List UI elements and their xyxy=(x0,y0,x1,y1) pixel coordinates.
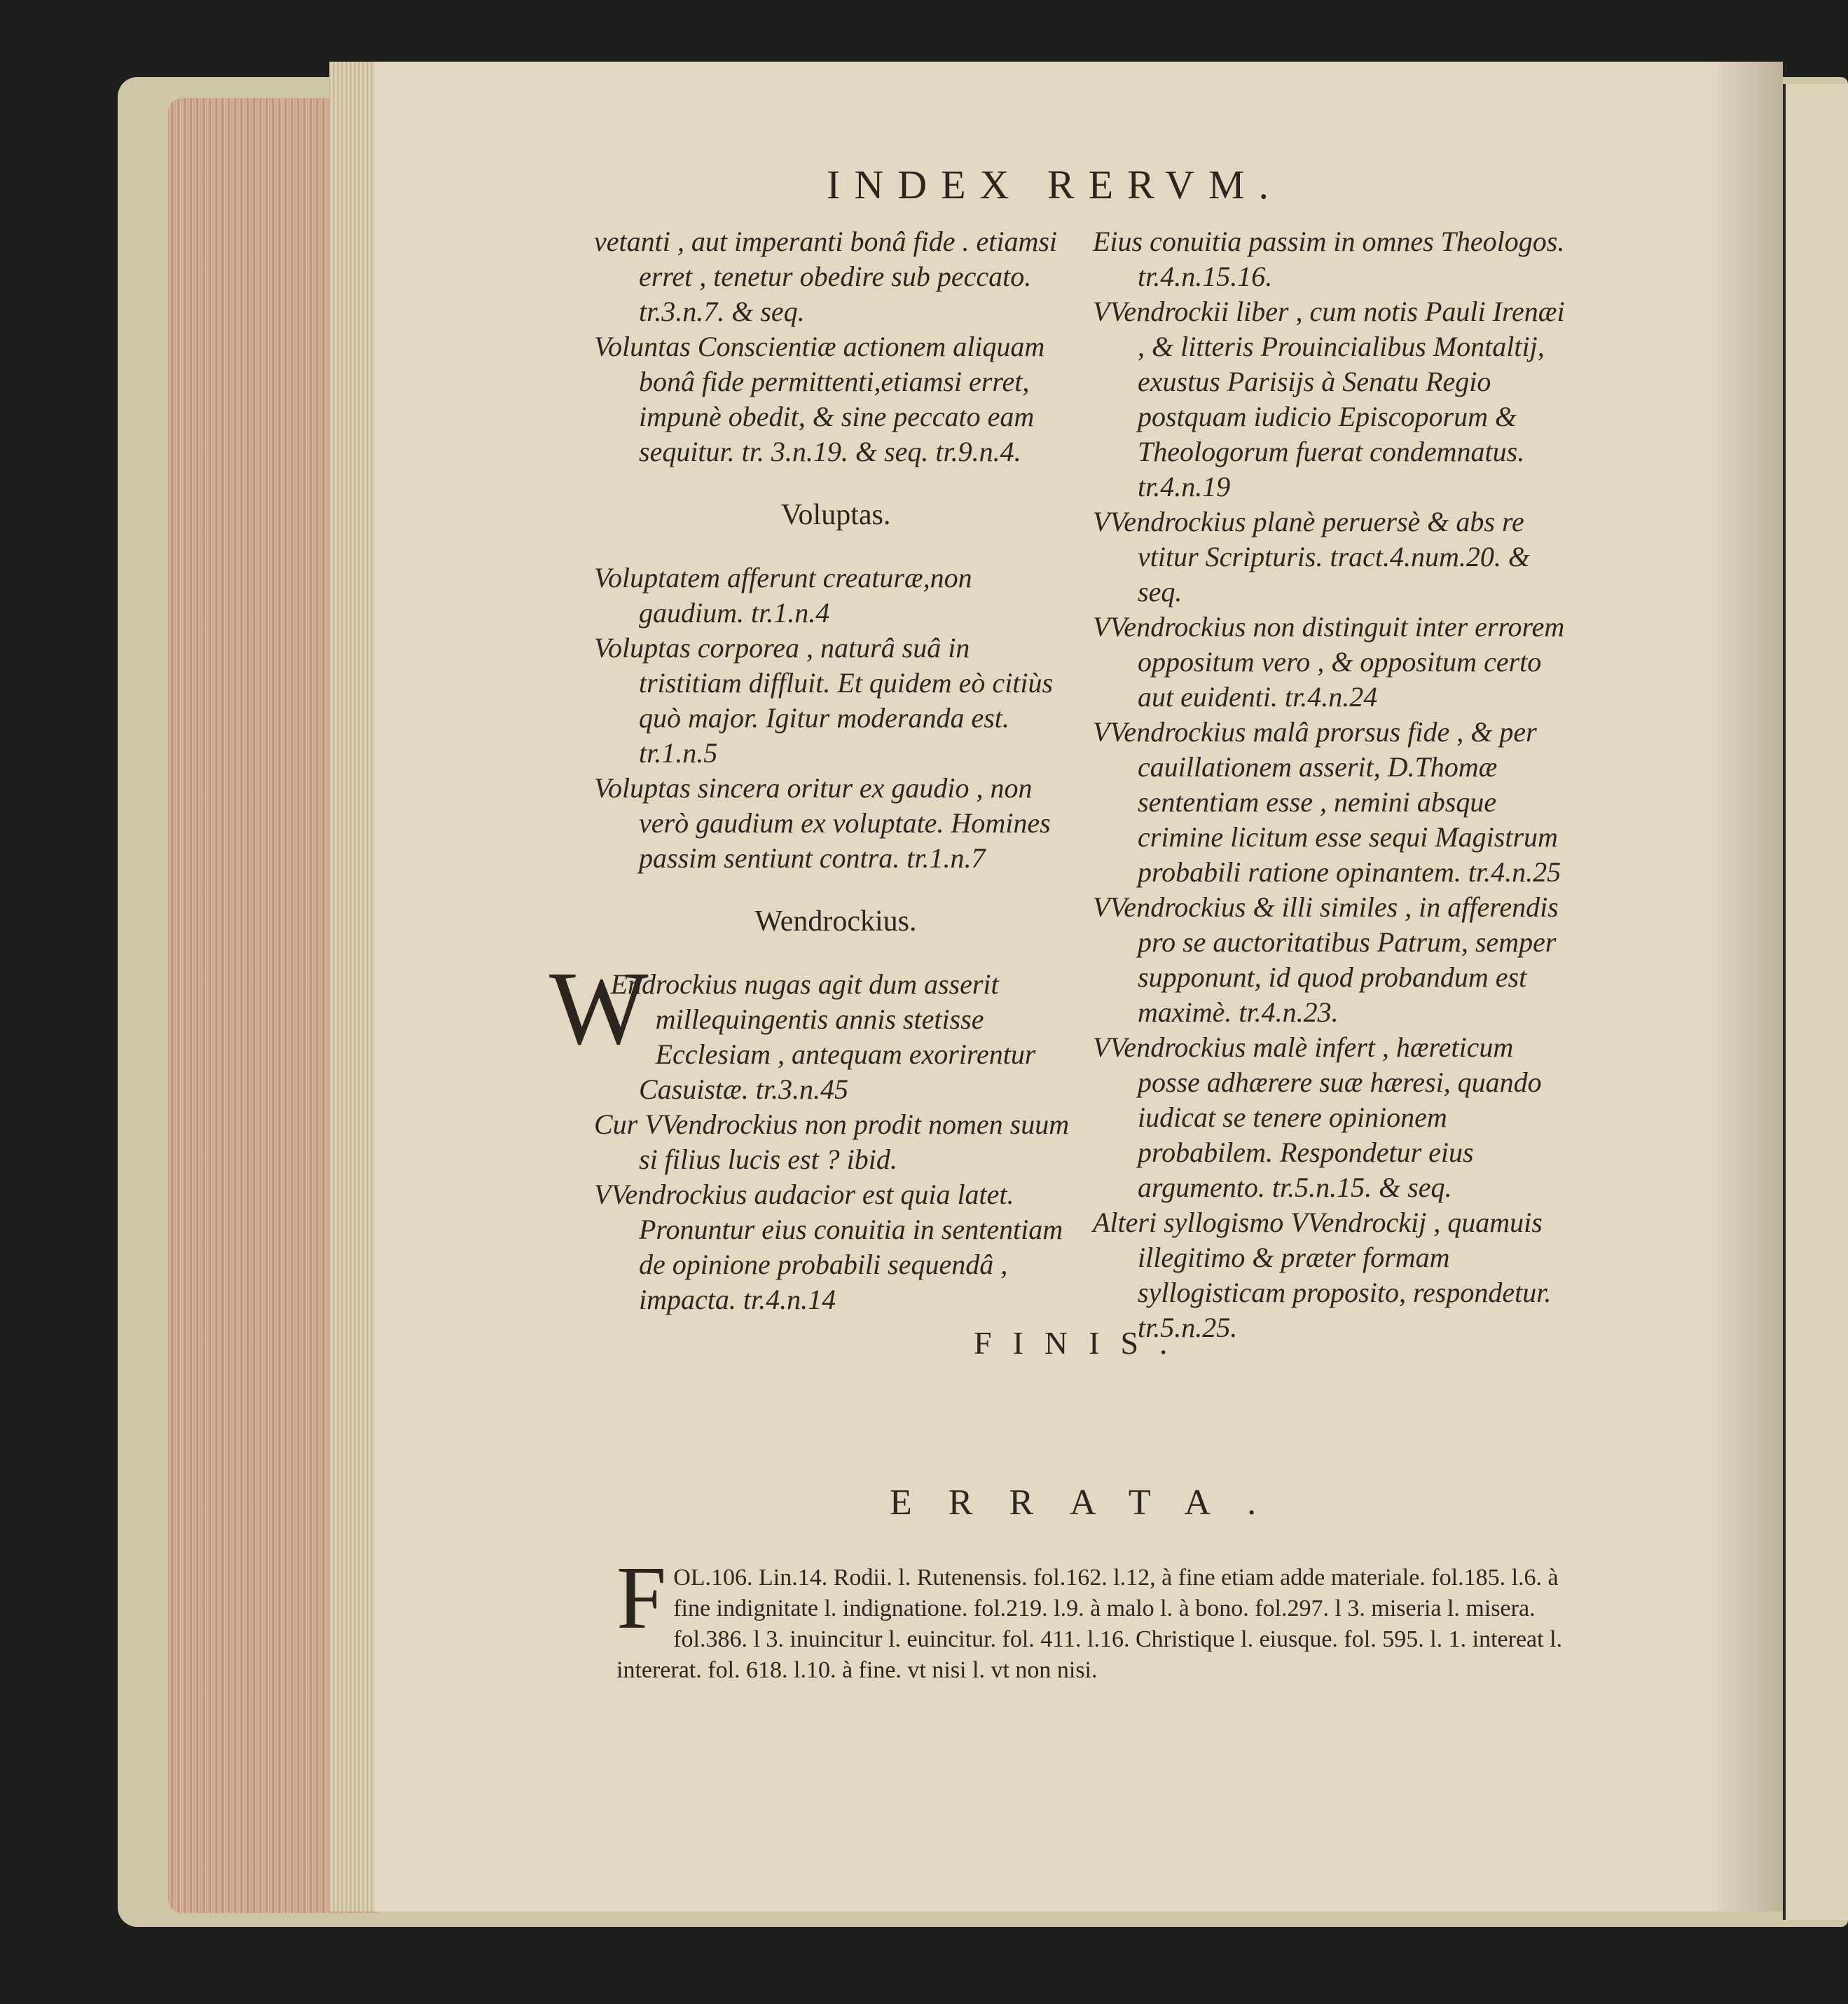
index-entry: vetanti , aut imperanti bonâ fide . etiamsi erret , tenetur obedire sub peccato. tr.3.n.7. & seq. xyxy=(594,226,1058,327)
gutter-shadow xyxy=(1709,62,1783,1912)
index-entry: Cur VVendrockius non prodit nomen suum si filius lucis est ? ibid. xyxy=(594,1109,1070,1175)
facing-page-edge xyxy=(1783,84,1848,1920)
index-entry: Eius conuitia passim in omnes Theologos. tr.4.n.15.16. xyxy=(1093,226,1565,292)
index-entry: VVendrockius planè peruersè & abs re vtitur Scripturis. tract.4.num.20. & seq. xyxy=(1093,506,1530,608)
index-entry: Alteri syllogismo VVendrockij , quamuis illegitimo & præter formam syllogisticam proposito, respondetur. tr.5.n.25. xyxy=(1093,1207,1552,1343)
index-entry: VVendrockius malè infert , hæreticum posse adhærere suæ hæresi, quando iudicat se tenere opinionem probabilem. Respondetur eius argumento. tr.5.n.15. & seq. xyxy=(1093,1031,1542,1203)
index-entry: VVendrockius audacior est quia latet. Pronuntur eius conuitia in sententiam de opinione probabili sequendâ , impacta. tr.4.n.14 xyxy=(594,1179,1063,1315)
index-entry-dropcap xyxy=(549,950,1077,1107)
section-heading-voluptas: Voluptas. xyxy=(780,499,891,531)
index-entry: Voluptatem afferunt creaturæ,non gaudium. tr.1.n.4 xyxy=(594,562,972,629)
index-entry-text: Endrockius nugas agit dum asserit millequingentis annis stetisse Ecclesiam , antequam exorirentur Casuistæ. tr.3.n.45 xyxy=(610,968,1036,1105)
right-column xyxy=(1093,224,1576,1345)
errata-text xyxy=(616,1548,1583,1686)
index-entry: VVendrockius & illi similes , in afferendis pro se auctoritatibus Patrum, semper supponunt, id quod probandum est maximè. tr.4.n.23. xyxy=(1093,891,1559,1028)
drop-cap: F xyxy=(616,1548,667,1647)
index-entry: Voluntas Conscientiæ actionem aliquam bonâ fide permittenti,etiamsi erret, impunè obedit, & sine peccato eam sequitur. tr. 3.n.19. & seq. tr.9.n.4. xyxy=(594,331,1045,467)
left-column xyxy=(549,224,1077,1317)
page-title: INDEX RERVM. xyxy=(827,162,1283,207)
finis-heading: FINIS. xyxy=(974,1325,1189,1361)
drop-cap: W xyxy=(549,950,649,1066)
index-entry: VVendrockius non distinguit inter errorem oppositum vero , & oppositum certo aut euidenti. tr.4.n.24 xyxy=(1093,611,1565,713)
section-heading-wendrockius: Wendrockius. xyxy=(754,905,917,938)
errata-heading: ERRATA. xyxy=(890,1483,1293,1523)
index-entry: Voluptas corporea , naturâ suâ in tristitiam diffluit. Et quidem eò citiùs quò major. Igitur moderanda est. tr.1.n.5 xyxy=(594,632,1054,769)
index-entry: VVendrockii liber , cum notis Pauli Irenæi , & litteris Prouincialibus Montaltij, exustus Parisijs à Senatu Regio postquam iudicio Episcoporum & Theologorum fuerat condemnatus. tr.4.n.19 xyxy=(1093,296,1565,502)
errata-body-text: OL.106. Lin.14. Rodii. l. Rutenensis. fol.162. l.12, à fine etiam adde materiale. fol.185. l.6. à fine indignitate l. indignatione. fol.219. l.9. à malo l. à bono. fol.297. l 3. miseria l. misera. fol.386. l 3. inuincitur l. euincitur. fol. 411. l.16. Christique l. eiusque. fol. 595. l. 1. intereat l. intererat. fol. 618. l.10. à fine. vt nisi l. vt non nisi. xyxy=(616,1565,1563,1683)
index-entry: VVendrockius malâ prorsus fide , & per cauillationem asserit, D.Thomæ sententiam esse , nemini absque crimine licitum esse sequi Magistrum probabili ratione opinantem. tr.4.n.25 xyxy=(1093,716,1561,888)
index-entry: Voluptas sincera oritur ex gaudio , non verò gaudium ex voluptate. Homines passim sentiunt contra. tr.1.n.7 xyxy=(594,772,1051,874)
